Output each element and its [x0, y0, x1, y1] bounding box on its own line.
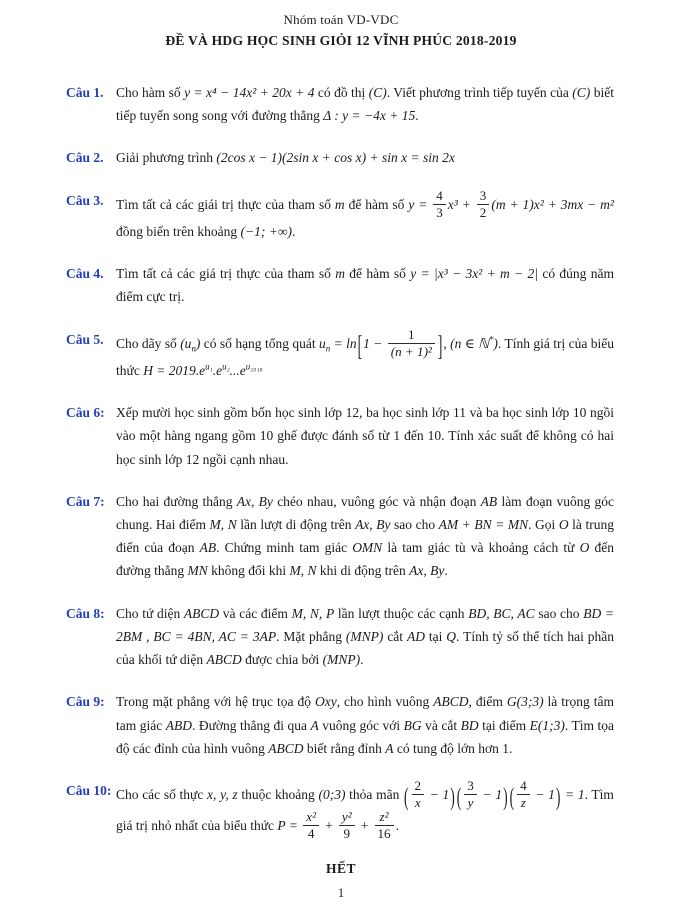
text-run: chéo nhau, vuông góc và nhận đoạn [272, 493, 481, 509]
text-run: Tìm tất cả các giái trị thực của tham số [116, 196, 335, 212]
math-run: m [334, 196, 345, 212]
math-run: MN [187, 563, 208, 579]
big-delimiter: ) [555, 782, 561, 812]
math-run: M [209, 516, 221, 532]
text-run: để hàm số [344, 196, 409, 212]
math-run: O [558, 516, 569, 532]
page-number: 1 [337, 885, 345, 900]
text-run: không đổi khi [207, 563, 290, 579]
text-run: Tìm tất cả các giá trị thực của tham số [116, 266, 336, 282]
math-run: M, N, P [291, 605, 335, 621]
fraction: $\frac{\text{x²}}{4}$ [303, 810, 319, 841]
superscript: u₂ [222, 361, 230, 372]
question [66, 189, 616, 244]
text-run: Xếp mười học sinh gồm bốn học sinh lớp 12, ba học sinh lớp 11 và ba học sinh lớp 10 ngồi vào một hàng ngang gồm 10 ghế được đánh số từ 1 đến 10. Tính xác suất để không có hai học sinh lớp 12 ngồi cạnh nhau. [116, 405, 614, 467]
math-run: = 1 [561, 786, 585, 802]
text-run: . [360, 652, 364, 668]
math-run: AB [199, 540, 217, 556]
math-run: ABD [165, 717, 192, 733]
fraction: $\frac{4}{3}$ [433, 189, 446, 220]
text-run: và các điểm [219, 605, 292, 621]
math-run: (m + 1)x² + 3mx − m² [491, 196, 614, 212]
text-run: . Gọi [528, 516, 559, 532]
math-run: G(3;3) [506, 694, 544, 710]
question-text [116, 401, 616, 471]
text-run: và cắt [421, 717, 461, 733]
question-text [116, 189, 616, 244]
question-label: Câu 8: [66, 605, 105, 621]
text-run: thỏa mãn [345, 786, 404, 802]
math-run: = ln [330, 335, 357, 351]
math-run: E(1;3) [529, 717, 565, 733]
question-text [116, 146, 616, 169]
question-label: Câu 6: [66, 405, 105, 421]
math-run: AM + BN = MN [438, 516, 529, 532]
superscript: * [488, 334, 494, 345]
math-run: A [310, 717, 319, 733]
big-delimiter: ) [450, 782, 455, 812]
question-text [116, 81, 616, 127]
math-run: OMN [352, 540, 383, 556]
math-run: y = |x³ − 3x² + m − 2| [410, 266, 539, 282]
text-run: Cho các số thực [116, 786, 208, 802]
question-list [66, 81, 616, 842]
text-run: có đúng năm điểm cực trị. [116, 266, 614, 305]
question [66, 779, 616, 842]
text-run: lần lượt di động trên [236, 516, 356, 532]
text-run: có tung độ lớn hơn 1. [393, 740, 513, 756]
superscript: u₁ [205, 361, 213, 372]
text-run: . Tìm giá trị nhỏ nhất của biểu thức [116, 786, 614, 834]
text-run: biết tiếp tuyến song song với đường thẳng [116, 85, 614, 124]
question-text [116, 262, 616, 308]
math-run: − 1 [426, 786, 450, 802]
math-run: (0;3) [318, 786, 346, 802]
math-run: + [321, 818, 337, 834]
question-label: Câu 4. [66, 266, 104, 282]
math-run: O [579, 540, 590, 556]
text-run: . [291, 223, 296, 239]
math-run: P = [277, 818, 302, 834]
math-run: (2cos x − 1)(2sin x + cos x) + sin x = sin 2x [216, 150, 455, 166]
text-run: . Tìm tọa độ các đỉnh của hình vuông [116, 717, 614, 756]
superscript: u₂₀₁₈ [245, 361, 263, 372]
math-run: ABCD [183, 605, 220, 621]
math-run: ) [493, 335, 498, 351]
text-run: vuông góc với [318, 717, 404, 733]
math-run: (MNP) [345, 628, 384, 644]
question-text [116, 779, 616, 842]
text-run: cắt [383, 628, 407, 644]
text-run: , điểm [468, 694, 507, 710]
text-run: sao cho [390, 516, 439, 532]
text-run: Giải phương trình [116, 150, 217, 166]
text-run: , [220, 516, 228, 532]
text-run: tại điểm [478, 717, 530, 733]
text-run: , [300, 563, 308, 579]
question [66, 262, 616, 308]
text-run: . [395, 818, 399, 834]
text-run: Cho hàm số [116, 85, 185, 100]
math-run: (−1; +∞) [240, 223, 292, 239]
math-run: − 1 [478, 786, 503, 802]
math-run: Ax, By [236, 493, 273, 509]
text-run: . Tính tỷ số thể tích hai phần của khối tứ diện [116, 628, 614, 668]
math-run: AD [406, 628, 425, 644]
question [66, 490, 616, 583]
text-run: thuộc khoảng [237, 786, 319, 802]
document-header [66, 12, 616, 49]
text-run: , [443, 335, 451, 351]
text-run: Cho hai đường thẳng [116, 493, 237, 509]
text-run: khi di động trên [316, 563, 410, 579]
text-run: biết rằng đỉnh [303, 740, 386, 756]
text-run: Cho tứ diện [116, 605, 184, 621]
big-delimiter: [ [357, 329, 363, 362]
big-delimiter: ( [509, 782, 515, 812]
text-run: lần lượt thuộc các cạnh [334, 605, 469, 621]
math-run: m [335, 266, 345, 282]
text-run: Cho dãy số [116, 335, 181, 351]
question-label: Câu 7: [66, 493, 105, 509]
text-run: đồng biến trên khoảng [116, 223, 241, 239]
text-run: được chia bởi [241, 652, 323, 668]
math-run: A [385, 740, 394, 756]
text-run: là trọng tâm tam giác [116, 694, 615, 733]
text-run: là trung điển của đoạn [116, 516, 614, 556]
math-run: 1 − [363, 335, 386, 351]
math-run: Q [446, 628, 457, 644]
question [66, 401, 616, 471]
fraction: $\frac{3}{y}$ [464, 779, 477, 810]
math-run: y = x⁴ − 14x² + 20x + 4 [184, 85, 315, 100]
question-text [116, 328, 616, 383]
text-run: . [415, 108, 419, 124]
math-run: .e [212, 362, 223, 378]
fraction: $\frac{\text{z²}}{16}$ [375, 810, 394, 841]
subscript: n [191, 343, 196, 354]
fraction: $\frac{\text{y²}}{9}$ [339, 810, 355, 841]
big-delimiter: ( [456, 782, 462, 812]
text-run: làm đoạn vuông góc chung. Hai điểm [116, 493, 614, 532]
text-run: , cho hình vuông [336, 694, 434, 710]
text-run: đến đường thẳng [116, 540, 614, 579]
question [66, 602, 616, 672]
math-run: (C) [368, 85, 387, 100]
text-run: có số hạng tổng quát [200, 335, 319, 351]
question-label: Câu 9: [66, 694, 105, 710]
text-run: sao cho [534, 605, 584, 621]
math-run: ABCD [268, 740, 304, 756]
math-run: (u [180, 335, 192, 351]
math-run: x, y, z [207, 786, 238, 802]
question-label: Câu 3. [66, 192, 104, 208]
math-run: M [289, 563, 301, 579]
math-run: H = 2019.e [143, 362, 206, 378]
question-text [116, 690, 616, 760]
math-run: Oxy [314, 694, 337, 710]
text-run: để hàm số [344, 266, 411, 282]
text-run: . Mặt phẳng [276, 628, 346, 644]
math-run: (MNP) [322, 652, 361, 668]
math-run: ...e [229, 362, 246, 378]
math-run: Ax, By [409, 563, 445, 579]
question [66, 146, 616, 169]
question [66, 81, 616, 127]
math-run: (n ∈ ℕ [450, 335, 489, 351]
question [66, 690, 616, 760]
text-run: là tam giác tù và khoảng cách từ [382, 540, 580, 556]
math-run: N [227, 516, 237, 532]
text-run: . Đường thẳng đi qua [191, 717, 311, 733]
text-run: tại [424, 628, 447, 644]
math-run: ABCD [206, 652, 242, 668]
math-run: + [356, 818, 373, 834]
group-name: Nhóm toán VD-VDC [283, 12, 399, 27]
math-run: AB [480, 493, 498, 509]
big-delimiter: ) [503, 782, 508, 812]
big-delimiter: ] [437, 329, 443, 362]
question-label: Câu 1. [66, 85, 104, 100]
document-title: ĐỀ VÀ HDG HỌC SINH GIỎI 12 VĨNH PHÚC 2018-2019 [165, 33, 517, 48]
text-run: có đồ thị [314, 85, 369, 100]
question-label: Câu 5. [66, 331, 104, 347]
math-run: y = [408, 196, 432, 212]
fraction: $\frac{4}{z}$ [517, 779, 530, 810]
math-run: − 1 [531, 786, 555, 802]
math-run: Ax, By [355, 516, 391, 532]
question-text [116, 602, 616, 672]
math-run: (C) [572, 85, 591, 100]
question-label: Câu 10: [66, 782, 112, 798]
text-run: . Tính giá trị của biểu thức [116, 335, 614, 378]
big-delimiter: ( [404, 782, 409, 812]
math-run: ABCD [433, 694, 469, 710]
math-run: N [307, 563, 317, 579]
math-run: ) [195, 335, 201, 351]
math-run: Δ : y = −4x + 15 [323, 108, 416, 124]
text-run: . Viết phương trình tiếp tuyến của [386, 85, 573, 100]
question-label: Câu 2. [66, 150, 104, 166]
text-run: Trong mặt phẳng với hệ trục tọa độ [116, 694, 315, 710]
fraction: $\frac{3}{2}$ [477, 189, 490, 220]
text-run: . Chứng minh tam giác [216, 540, 353, 556]
fraction: $\frac{2}{x}$ [412, 779, 425, 810]
fraction: $\frac{1}{\text{(n + 1)²}}$ [388, 328, 435, 359]
subscript: n [325, 343, 331, 354]
math-run: BG [403, 717, 422, 733]
math-run: u [319, 335, 326, 351]
math-run: BD = 2BM , BC = 4BN, AC = 3AP [116, 605, 614, 644]
math-run: BD [460, 717, 479, 733]
math-run: BD, BC, AC [468, 605, 535, 621]
question [66, 328, 616, 383]
text-run: . [444, 563, 448, 579]
question-text [116, 490, 616, 583]
end-label: HẾT [325, 860, 356, 876]
math-run: x³ + [447, 196, 475, 212]
